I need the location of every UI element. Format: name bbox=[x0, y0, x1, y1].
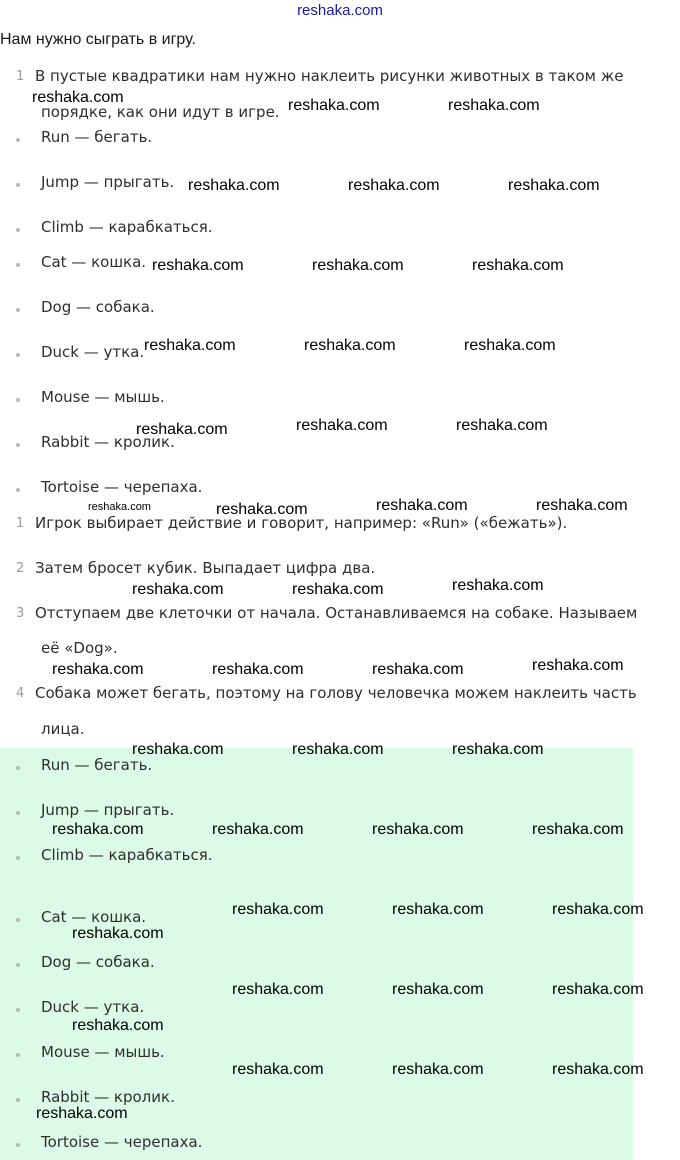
watermark: reshaka.com bbox=[216, 501, 308, 518]
list-item: Tortoise — черепаха. bbox=[41, 478, 203, 496]
list-item: Run — бегать. bbox=[41, 128, 153, 146]
watermark: reshaka.com bbox=[32, 89, 124, 106]
watermark: reshaka.com bbox=[212, 821, 304, 838]
watermark: reshaka.com bbox=[292, 581, 384, 598]
watermark: reshaka.com bbox=[232, 981, 324, 998]
bullet-dot bbox=[16, 443, 20, 447]
watermark: reshaka.com bbox=[376, 497, 468, 514]
watermark: reshaka.com bbox=[304, 337, 396, 354]
list-item: Rabbit — кролик. bbox=[41, 433, 175, 451]
bullet-dot bbox=[16, 488, 20, 492]
step-text: Игрок выбирает действие и говорит, например: «Run» («бежать»). bbox=[35, 514, 568, 532]
list-item: Duck — утка. bbox=[41, 998, 145, 1016]
bullet-dot bbox=[16, 1008, 20, 1012]
bullet-dot bbox=[16, 308, 20, 312]
list-item: Run — бегать. bbox=[41, 756, 153, 774]
watermark: reshaka.com bbox=[392, 981, 484, 998]
bullet-dot bbox=[16, 963, 20, 967]
watermark: reshaka.com bbox=[312, 257, 404, 274]
step-number: 1 bbox=[16, 516, 25, 531]
bullet-dot bbox=[16, 138, 20, 142]
bullet-dot bbox=[16, 811, 20, 815]
step-text: Отступаем две клеточки от начала. Останавливаемся на собаке. Называем bbox=[35, 604, 638, 622]
bullet-dot bbox=[16, 398, 20, 402]
watermark: reshaka.com bbox=[52, 661, 144, 678]
watermark: reshaka.com bbox=[132, 741, 224, 758]
watermark: reshaka.com bbox=[36, 1105, 128, 1122]
step-number: 1 bbox=[16, 69, 25, 84]
watermark: reshaka.com bbox=[288, 97, 380, 114]
watermark: reshaka.com bbox=[72, 925, 164, 942]
bullet-dot bbox=[16, 183, 20, 187]
watermark: reshaka.com bbox=[508, 177, 600, 194]
list-item: Mouse — мышь. bbox=[41, 388, 165, 406]
watermark: reshaka.com bbox=[232, 901, 324, 918]
bullet-dot bbox=[16, 1053, 20, 1057]
step-number: 3 bbox=[16, 606, 25, 621]
list-item: Mouse — мышь. bbox=[41, 1043, 165, 1061]
bullet-dot bbox=[16, 228, 20, 232]
bullet-dot bbox=[16, 856, 20, 860]
bullet-dot bbox=[16, 1098, 20, 1102]
watermark: reshaka.com bbox=[296, 417, 388, 434]
list-item: Dog — собака. bbox=[41, 298, 155, 316]
watermark: reshaka.com bbox=[452, 577, 544, 594]
step-text: В пустые квадратики нам нужно наклеить рисунки животных в таком же bbox=[35, 67, 624, 85]
list-item: Cat — кошка. bbox=[41, 253, 147, 271]
intro-text: Нам нужно сыграть в игру. bbox=[0, 31, 196, 48]
watermark: reshaka.com bbox=[532, 821, 624, 838]
watermark: reshaka.com bbox=[188, 177, 280, 194]
watermark: reshaka.com bbox=[392, 1061, 484, 1078]
list-item: Dog — собака. bbox=[41, 953, 155, 971]
watermark: reshaka.com bbox=[552, 1061, 644, 1078]
watermark: reshaka.com bbox=[52, 821, 144, 838]
watermark: reshaka.com bbox=[536, 497, 628, 514]
watermark: reshaka.com bbox=[292, 741, 384, 758]
watermark: reshaka.com bbox=[212, 661, 304, 678]
watermark: reshaka.com bbox=[72, 1017, 164, 1034]
list-item: Cat — кошка. bbox=[41, 908, 147, 926]
watermark: reshaka.com bbox=[472, 257, 564, 274]
list-item: Duck — утка. bbox=[41, 343, 145, 361]
watermark: reshaka.com bbox=[532, 657, 624, 674]
list-item: Tortoise — черепаха. bbox=[41, 1133, 203, 1151]
list-item: Jump — прыгать. bbox=[41, 801, 175, 819]
bullet-dot bbox=[16, 353, 20, 357]
list-item: Climb — карабкаться. bbox=[41, 218, 213, 236]
watermark: reshaka.com bbox=[448, 97, 540, 114]
list-item: Rabbit — кролик. bbox=[41, 1088, 175, 1106]
step-text: Собака может бегать, поэтому на голову человечка можем наклеить часть bbox=[35, 684, 637, 702]
watermark: reshaka.com bbox=[372, 661, 464, 678]
list-item: Jump — прыгать. bbox=[41, 173, 175, 191]
watermark: reshaka.com bbox=[144, 337, 236, 354]
watermark: reshaka.com bbox=[348, 177, 440, 194]
step-text-continued: её «Dog». bbox=[41, 639, 118, 657]
watermark: reshaka.com bbox=[456, 417, 548, 434]
bullet-dot bbox=[16, 1143, 20, 1147]
site-header-link[interactable]: reshaka.com bbox=[297, 2, 383, 19]
watermark: reshaka.com bbox=[552, 901, 644, 918]
watermark: reshaka.com bbox=[136, 421, 228, 438]
watermark: reshaka.com bbox=[552, 981, 644, 998]
watermark: reshaka.com bbox=[452, 741, 544, 758]
bullet-dot bbox=[16, 918, 20, 922]
list-item: Climb — карабкаться. bbox=[41, 846, 213, 864]
watermark: reshaka.com bbox=[372, 821, 464, 838]
step-number: 2 bbox=[16, 561, 25, 576]
step-text-continued: лица. bbox=[41, 720, 85, 738]
step-text: Затем бросет кубик. Выпадает цифра два. bbox=[35, 559, 376, 577]
watermark: reshaka.com bbox=[392, 901, 484, 918]
watermark: reshaka.com bbox=[232, 1061, 324, 1078]
step-text-continued: порядке, как они идут в игре. bbox=[41, 103, 280, 121]
watermark: reshaka.com bbox=[132, 581, 224, 598]
watermark: reshaka.com bbox=[152, 257, 244, 274]
watermark: reshaka.com bbox=[88, 501, 151, 513]
step-number: 4 bbox=[16, 686, 25, 701]
bullet-dot bbox=[16, 766, 20, 770]
watermark: reshaka.com bbox=[464, 337, 556, 354]
bullet-dot bbox=[16, 263, 20, 267]
